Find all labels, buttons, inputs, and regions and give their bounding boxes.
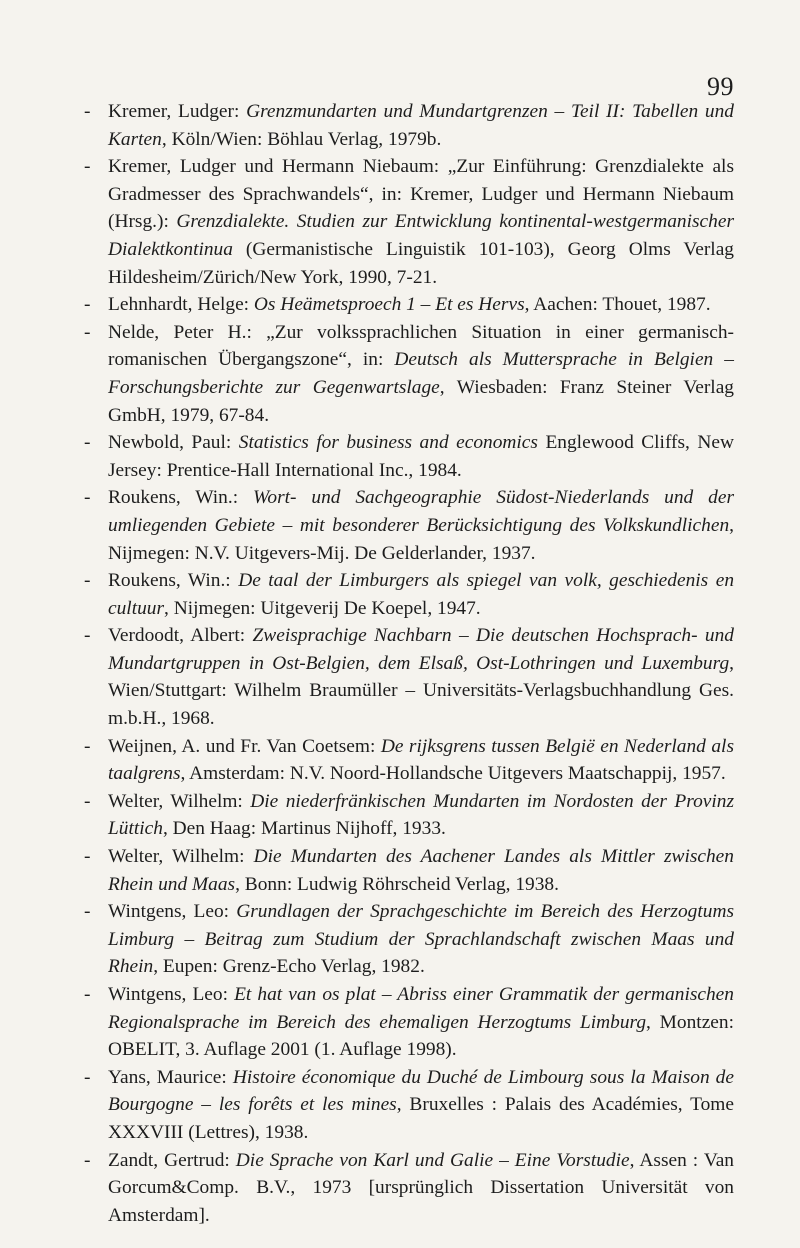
bibliography-entry <box>86 484 734 567</box>
bibliography-entry <box>86 1147 734 1230</box>
entry-publication-text: , Wien/Stuttgart: Wilhelm Braumüller – Universitäts-Verlagsbuchhandlung Ges. m.b.H., 1968. <box>108 652 734 730</box>
entry-author-text: Wintgens, Leo: <box>108 901 237 923</box>
entry-title: De rijksgrens tussen België en Nederland als taalgrens <box>108 735 734 785</box>
list-dash: - <box>84 1066 91 1088</box>
list-dash: - <box>84 432 91 454</box>
entry-publication-text: , Bruxelles : Palais des Académies, Tome XXXVIII (Lettres), 1938. <box>108 1094 734 1143</box>
list-dash: - <box>84 625 91 647</box>
entry-title: Wort- und Sachgeographie Südost-Niederlands und der umliegenden Gebiete – mit besonderer Berücksichtigung des Volkskundlichen <box>108 487 734 536</box>
entry-title: Die niederfränkischen Mundarten im Nordosten der Provinz Lüttich <box>108 790 734 840</box>
list-dash: - <box>84 984 91 1005</box>
entry-title: Deutsch als Muttersprache in Belgien – Forschungsberichte zur Gegenwartslage <box>108 349 734 398</box>
entry-author-text: Welter, Wilhelm: <box>108 790 251 812</box>
bibliography-entry <box>86 843 734 898</box>
list-dash: - <box>84 101 91 122</box>
list-dash: - <box>84 321 91 343</box>
bibliography-entry <box>86 733 734 788</box>
entry-publication-text: , Nijmegen: Uitgeverij De Koepel, 1947. <box>164 597 481 619</box>
entry-title: Die Mundarten des Aachener Landes als Mittler zwischen Rhein und Maas <box>108 846 734 895</box>
entry-publication-text: , Wiesbaden: Franz Steiner Verlag GmbH, 1979, 67-84. <box>108 376 734 426</box>
list-dash: - <box>84 1149 91 1171</box>
entry-author-text: Roukens, Win.: <box>108 570 239 592</box>
entry-publication-text: , Amsterdam: N.V. Noord-Hollandsche Uitgevers Maatschappij, 1957. <box>180 763 726 785</box>
entry-author-text: Kremer, Ludger: <box>108 101 247 122</box>
entry-title: Histoire économique du Duché de Limbourg sous la Maison de Bourgogne – les forêts et les mines <box>108 1066 734 1116</box>
entry-author-text: Lehnhardt, Helge: <box>108 294 254 316</box>
list-dash: - <box>84 790 91 812</box>
bibliography-entry <box>86 153 734 291</box>
list-dash: - <box>84 901 91 923</box>
list-dash: - <box>84 846 91 868</box>
bibliography-entry <box>86 788 734 843</box>
list-dash: - <box>84 487 91 509</box>
bibliography-entry <box>86 291 734 319</box>
entry-title: Os Heämetsproech 1 – Et es Hervs <box>253 294 525 316</box>
entry-author-text: Verdoodt, Albert: <box>108 625 253 647</box>
bibliography-list <box>86 98 734 1229</box>
entry-title: Grenzmundarten und Mundartgrenzen – Teil II: Tabellen und Karten <box>108 101 734 150</box>
entry-title: Die Sprache von Karl und Galie – Eine Vorstudie <box>235 1149 630 1171</box>
entry-author-text: Wintgens, Leo: <box>108 984 235 1005</box>
entry-publication-text: , Bonn: Ludwig Röhrscheid Verlag, 1938. <box>235 873 559 895</box>
bibliography-entry <box>86 567 734 622</box>
bibliography-entry <box>86 981 734 1064</box>
bibliography-entry <box>86 98 734 153</box>
entry-title: Grenzdialekte. Studien zur Entwicklung kontinental-westgermanischer Dialektkontinua <box>108 211 734 260</box>
entry-publication-text: , Montzen: OBELIT, 3. Auflage 2001 (1. Auflage 1998). <box>108 1011 734 1061</box>
entry-author-text: Yans, Maurice: <box>108 1066 233 1088</box>
bibliography-entry <box>86 622 734 732</box>
entry-author-text: Zandt, Gertrud: <box>108 1149 236 1171</box>
entry-title: Statistics for business and economics <box>238 432 538 454</box>
entry-publication-text: , Köln/Wien: Böhlau Verlag, 1979b. <box>161 128 442 150</box>
list-dash: - <box>84 735 91 757</box>
entry-author-text: Welter, Wilhelm: <box>108 846 254 868</box>
list-dash: - <box>84 156 91 178</box>
entry-publication-text: (Germanistische Linguistik 101-103), Georg Olms Verlag Hildesheim/Zürich/New York, 1990, 7-21. <box>108 238 734 288</box>
entry-publication-text: , Den Haag: Martinus Nijhoff, 1933. <box>162 818 446 840</box>
entry-publication-text: Englewood Cliffs, New Jersey: Prentice-Hall International Inc., 1984. <box>108 432 734 481</box>
bibliography-entry <box>86 1064 734 1147</box>
entry-author-text: Kremer, Ludger und Hermann Niebaum: „Zur Einführung: Grenzdialekte als Gradmesser des Sprachwandels“, in: Kremer, Ludger und Hermann Niebaum (Hrsg.): <box>108 156 734 233</box>
list-dash: - <box>84 294 91 316</box>
entry-publication-text: , Aachen: Thouet, 1987. <box>524 294 711 316</box>
bibliography-entry <box>86 429 734 484</box>
entry-author-text: Weijnen, A. und Fr. Van Coetsem: <box>108 735 381 757</box>
bibliography-entry <box>86 898 734 981</box>
entry-author-text: Nelde, Peter H.: „Zur volkssprachlichen Situation in einer germanisch-romanischen Übergangszone“, in: <box>108 321 734 371</box>
entry-publication-text: , Nijmegen: N.V. Uitgevers-Mij. De Gelderlander, 1937. <box>108 514 734 564</box>
entry-title: De taal der Limburgers als spiegel van volk, geschiedenis en cultuur <box>108 570 735 619</box>
list-dash: - <box>84 570 91 592</box>
entry-publication-text: , Assen : Van Gorcum&Comp. B.V., 1973 [ursprünglich Dissertation Universität von Amsterdam]. <box>108 1149 734 1226</box>
entry-publication-text: , Eupen: Grenz-Echo Verlag, 1982. <box>153 956 425 978</box>
entry-title: Et hat van os plat – Abriss einer Grammatik der germanischen Regionalsprache im Bereich des ehemaligen Herzogtums Limburg <box>108 984 734 1033</box>
bibliography-entry <box>86 319 734 429</box>
entry-title: Grundlagen der Sprachgeschichte im Bereich des Herzogtums Limburg – Beitrag zum Studium der Sprachlandschaft zwischen Maas und Rhein <box>108 901 735 978</box>
entry-author-text: Newbold, Paul: <box>108 432 239 454</box>
page-number: 99 <box>707 72 734 101</box>
entry-title: Zweisprachige Nachbarn – Die deutschen Hochsprach- und Mundartgruppen in Ost-Belgien, dem Elsaß, Ost-Lothringen und Luxemburg <box>108 625 734 674</box>
entry-author-text: Roukens, Win.: <box>108 487 254 509</box>
